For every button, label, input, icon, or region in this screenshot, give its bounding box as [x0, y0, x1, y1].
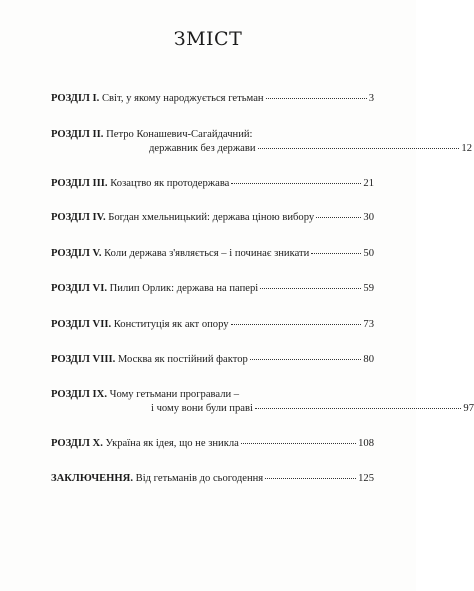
dot-leader [241, 443, 356, 444]
chapter-title: Козацтво як протодержава [110, 178, 230, 189]
page-number: 73 [363, 319, 374, 330]
toc-entry-2 [51, 128, 472, 156]
toc-entry-8 [51, 353, 374, 367]
chapter-title-continued: і чому вони були праві [151, 403, 253, 414]
toc-entry-5 [51, 247, 374, 261]
chapter-number: РОЗДІЛ IV. [51, 212, 106, 223]
chapter-number: РОЗДІЛ V. [51, 248, 102, 259]
page-number: 3 [368, 93, 374, 104]
chapter-title: Коли держава з'являється – і починає зникати [104, 248, 310, 259]
chapter-title-continued: державник без держави [149, 143, 256, 154]
dot-leader [255, 408, 461, 409]
dot-leader [250, 359, 362, 360]
dot-leader [311, 253, 361, 254]
chapter-title: Конституція як акт опору [113, 319, 229, 330]
toc-entry-10 [51, 437, 374, 451]
dot-leader [266, 98, 367, 99]
chapter-title: Чому гетьмани програвали – [109, 389, 240, 400]
dot-leader [231, 183, 361, 184]
chapter-title: Богдан хмельницький: держава ціною вибору [108, 212, 315, 223]
chapter-title: Москва як постійний фактор [117, 354, 248, 365]
page-number: 12 [461, 143, 472, 154]
page-title: ЗМІСТ [173, 28, 243, 50]
chapter-number: ЗАКЛЮЧЕННЯ. [51, 473, 133, 484]
toc-entry-1 [51, 92, 374, 106]
toc-entry-4 [51, 211, 374, 225]
chapter-number: РОЗДІЛ VII. [51, 319, 112, 330]
page-number: 108 [358, 438, 374, 449]
page-number: 50 [363, 248, 374, 259]
toc-entry-3 [51, 177, 374, 191]
chapter-title: Петро Конашевич-Сагайдачний: [106, 129, 253, 140]
page-number: 59 [363, 283, 374, 294]
chapter-number: РОЗДІЛ II. [51, 129, 104, 140]
chapter-title: Світ, у якому народжується гетьман [101, 93, 264, 104]
chapter-number: РОЗДІЛ IX. [51, 389, 107, 400]
dot-leader [265, 478, 356, 479]
dot-leader [316, 217, 361, 218]
toc-entry-9 [51, 388, 474, 416]
page-number: 97 [463, 403, 474, 414]
chapter-number: РОЗДІЛ VI. [51, 283, 107, 294]
dot-leader [231, 324, 362, 325]
toc-entry-6 [51, 282, 374, 296]
chapter-title: Україна як ідея, що не зникла [105, 438, 239, 449]
chapter-number: РОЗДІЛ VIII. [51, 354, 116, 365]
toc-entry-7 [51, 318, 374, 332]
page-number: 80 [363, 354, 374, 365]
chapter-number: РОЗДІЛ X. [51, 438, 103, 449]
dot-leader [258, 148, 460, 149]
page-number: 30 [363, 212, 374, 223]
toc-entry-conclusion [51, 472, 374, 486]
dot-leader [260, 288, 361, 289]
chapter-title: Пилип Орлик: держава на папері [109, 283, 259, 294]
page-number: 125 [358, 473, 374, 484]
page-number: 21 [363, 178, 374, 189]
chapter-number: РОЗДІЛ I. [51, 93, 100, 104]
chapter-number: РОЗДІЛ III. [51, 178, 108, 189]
chapter-title: Від гетьманів до сьогодення [135, 473, 264, 484]
